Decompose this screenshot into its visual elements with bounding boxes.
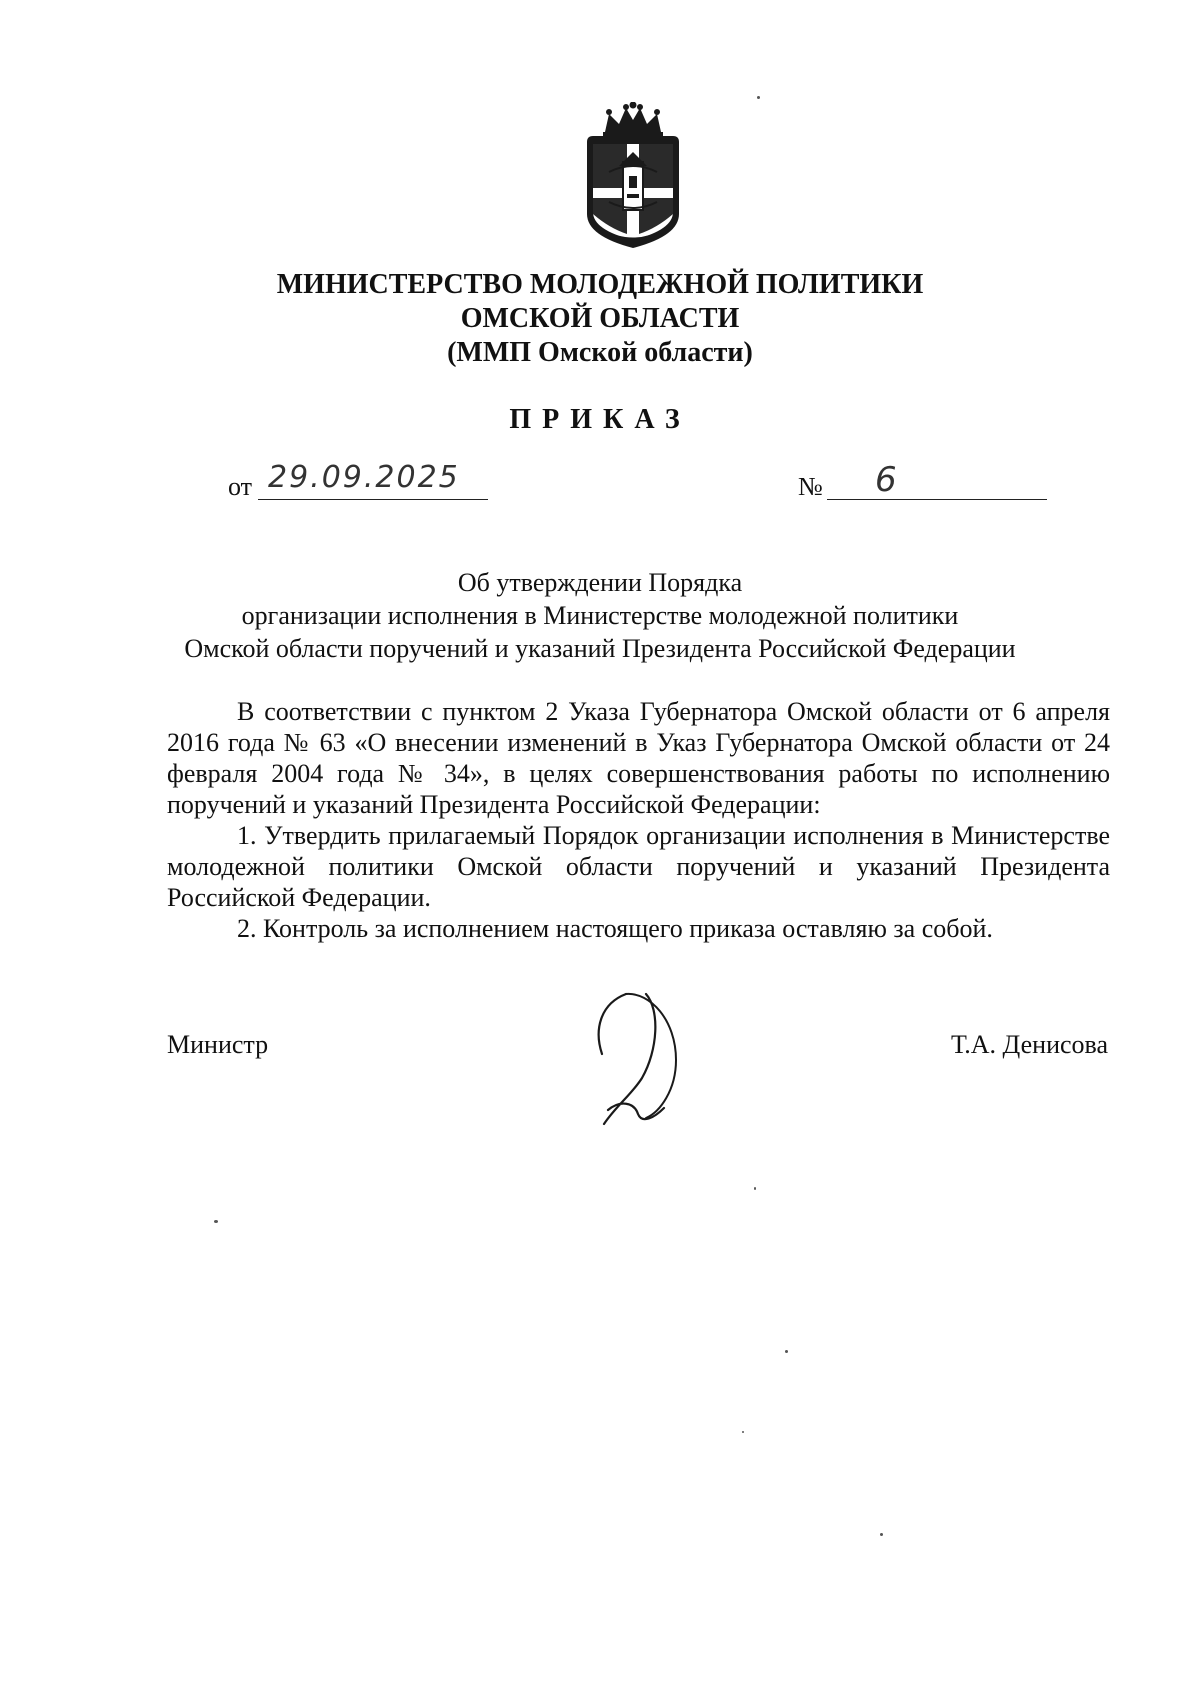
document-subject [0,566,1200,665]
signatory-name: Т.А. Денисова [951,1030,1108,1059]
omsk-coat-of-arms-icon [579,102,687,250]
number-label: № [798,472,823,501]
ministry-abbreviation: (ММП Омской области) [447,337,753,368]
handwritten-signature-icon [580,990,690,1130]
body-item-2: 2. Контроль за исполнением настоящего приказа оставляю за собой. [237,914,993,943]
date-label: от [228,472,253,501]
document-type-title: ПРИКАЗ [509,404,691,435]
number-value: 6 [827,460,1047,500]
ministry-name: МИНИСТЕРСТВО МОЛОДЕЖНОЙ ПОЛИТИКИ [276,269,924,300]
body-item-1: 1. Утвердить прилагаемый Порядок организации исполнения в Министерстве молодежной политики Омской области поручений и указаний Президента Российской Федерации. [167,821,1110,912]
document-body [167,696,1110,944]
subject-line-3: Омской области поручений и указаний Президента Российской Федерации [184,634,1016,663]
ministry-header [0,268,1200,370]
subject-line-2: организации исполнения в Министерстве молодежной политики [241,601,959,630]
signatory-position: Министр [167,1030,269,1059]
scan-speck [214,1220,218,1223]
date-value: 29.09.2025 [258,460,488,500]
scan-speck [742,1431,744,1433]
body-preamble: В соответствии с пунктом 2 Указа Губернатора Омской области от 6 апреля 2016 года № 63 «О внесении изменений в Указ Губернатора Омской области от 24 февраля 2004 года № 34», в целях совершенствования работы по исполнению поручений и указаний Президента Российской Федерации: [167,697,1110,819]
scan-speck [880,1533,883,1536]
subject-line-1: Об утверждении Порядка [457,568,743,597]
date-number-row [0,460,1200,520]
region-name: ОМСКОЙ ОБЛАСТИ [460,303,740,334]
scan-speck [757,96,760,99]
scan-speck [754,1187,756,1190]
scan-speck [785,1350,788,1353]
